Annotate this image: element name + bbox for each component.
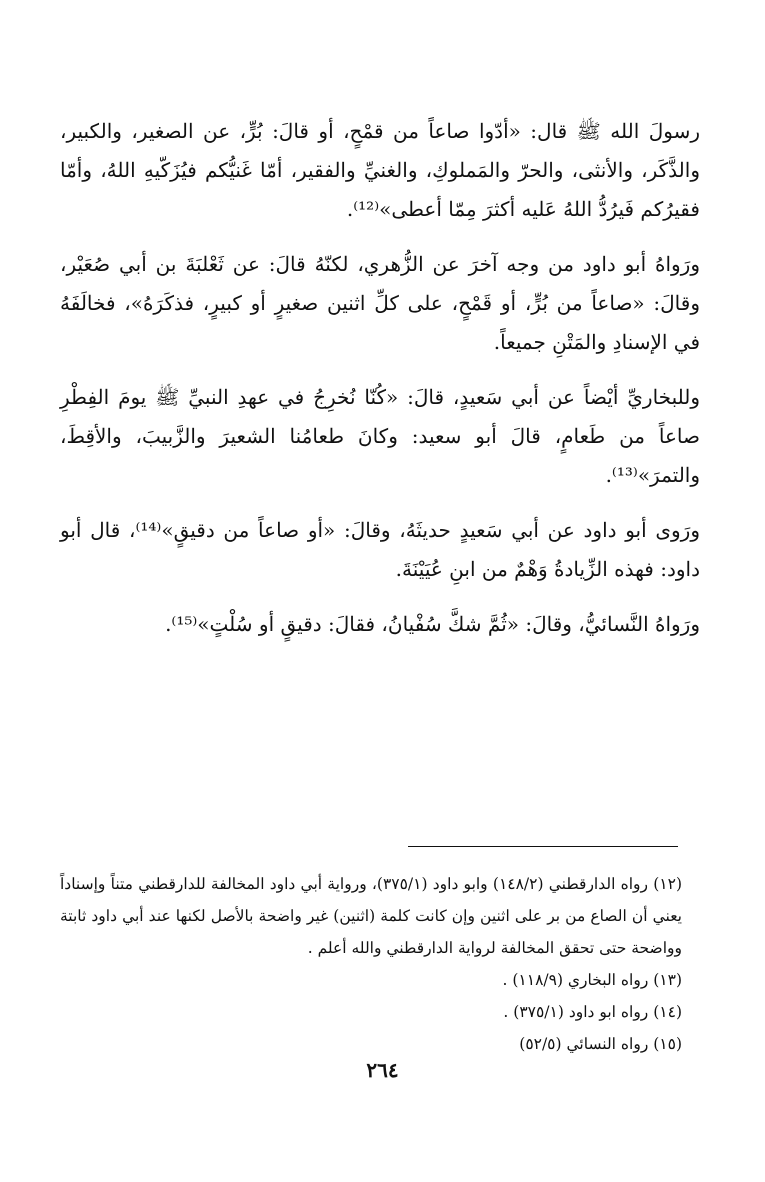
paragraph-5: ورَواهُ النَّسائيُّ، وقالَ: «ثُمَّ شكَّ سُفْيانُ، فقالَ: دقيقٍ أو سُلْتٍ»⁽¹⁵⁾. bbox=[165, 612, 700, 636]
paragraph-1: رسولَ الله ﷺ قال: «أدّوا صاعاً من قمْحٍ، أو قالَ: بُرٍّ، عن الصغير، والكبير، والذَّكَر، والأنثى، والحرّ والمَملوكِ، والغنيِّ والفقير، أمّا غَنيُّكم فيُزَكّيهِ اللهُ، وأمّا فقيرُكم فَيرُدُّ اللهُ عَليه أكثرَ مِمّا أعطى»⁽¹²⁾. bbox=[60, 119, 700, 221]
footnote-12: (١٢) رواه الدارقطني (١٤٨/٢) وابو داود (٣٧٥/١)، ورواية أبي داود المخالفة للدارقطني متناً وإسناداً يعني أن الصاع من بر على اثنين وإن كانت كلمة (اثنين) غير واضحة بالأصل لكنها عند أبي داود ثابتة وواضحة حتى تحقق المخالفة لرواية الدارقطني والله أعلم . bbox=[60, 875, 683, 957]
paragraph-4: ورَوى أبو داود عن أبي سَعيدٍ حديثَهُ، وقالَ: «أو صاعاً من دقيقٍ»⁽¹⁴⁾، قال أبو داود: فهذه الزِّيادةُ وَهْمٌ من ابنِ عُيَيْنَةَ. bbox=[60, 518, 700, 581]
footnote-separator bbox=[408, 846, 678, 847]
page-number: ٢٦٤ bbox=[366, 1058, 399, 1082]
footnote-15: (١٥) رواه النسائي (٥٢/٥) bbox=[519, 1035, 682, 1053]
footnote-14: (١٤) رواه ابو داود (٣٧٥/١) . bbox=[503, 1003, 682, 1021]
main-text bbox=[60, 112, 700, 660]
paragraph-3: وللبخاريِّ أيْضاً عن أبي سَعيدٍ، قالَ: «كُنّا نُخرِجُ في عهدِ النبيِّ ﷺ يومَ الفِطْرِ صاعاً من طَعامٍ، قالَ أبو سعيد: وكانَ طعامُنا الشعيرَ والزَّبيبَ، والأقِطَ، والتمرَ»⁽¹³⁾. bbox=[60, 385, 700, 487]
paragraph-2: ورَواهُ أبو داود من وجه آخرَ عن الزُّهري، لكنّهُ قالَ: عن ثَعْلبَةَ بن أبي صُعَيْر، وقالَ: «صاعاً من بُرٍّ، أو قَمْحٍ، على كلِّ اثنين صغيرٍ أو كبيرٍ، فذكَرَهُ»، فخالَفَهُ في الإسنادِ والمَتْنِ جميعاً. bbox=[60, 252, 700, 354]
footnotes bbox=[60, 868, 682, 1060]
footnote-13: (١٣) رواه البخاري (١١٨/٩) . bbox=[502, 971, 682, 989]
